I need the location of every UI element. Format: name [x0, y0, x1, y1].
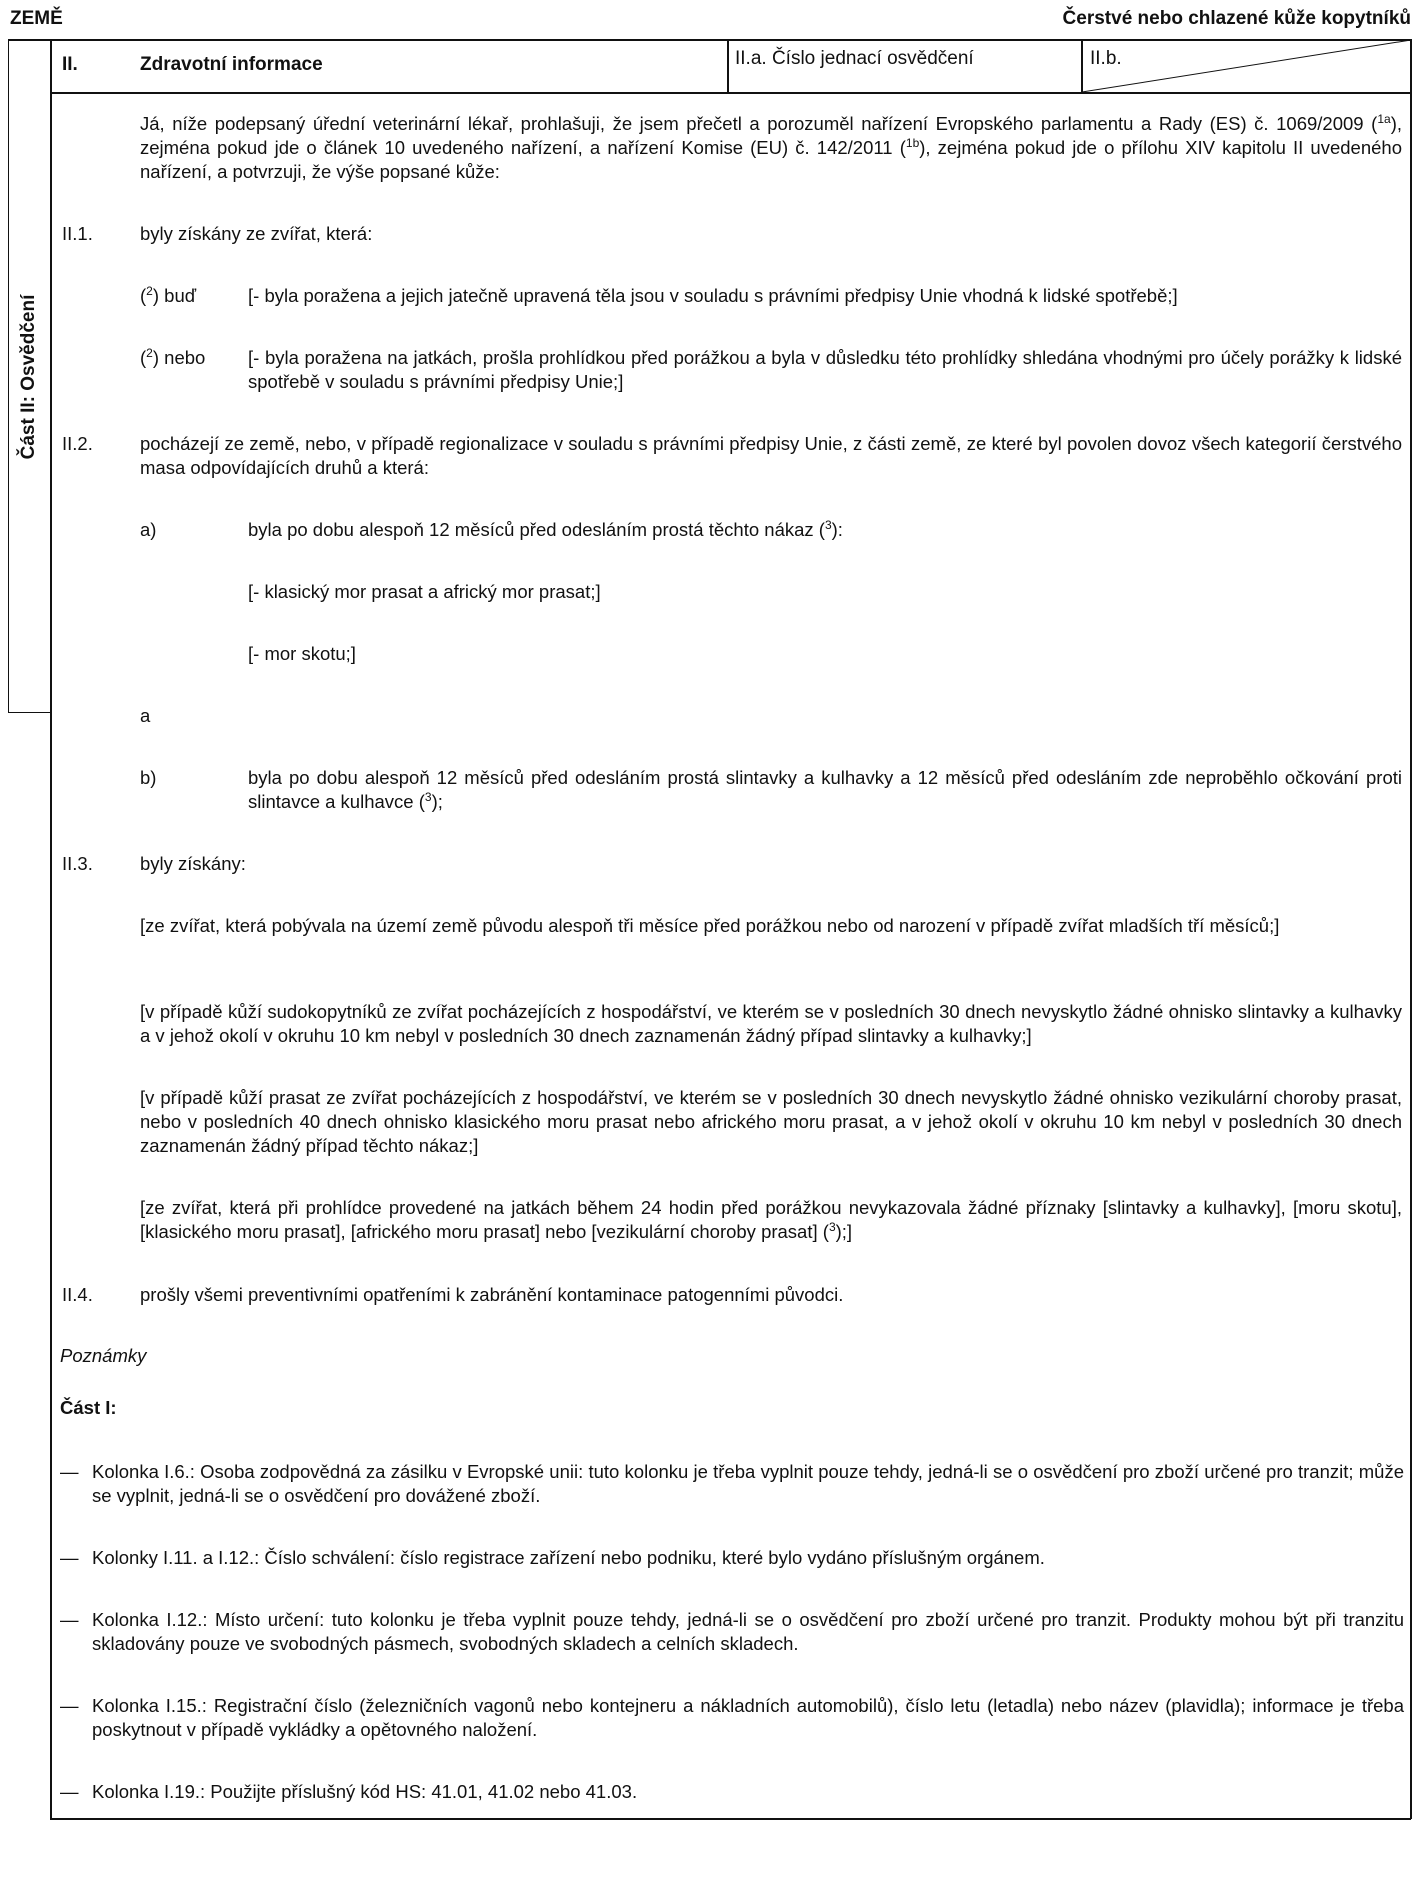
ii1-option1-label: ($^2$) buď [140, 283, 197, 306]
ii1-text: byly získány ze zvířat, která: [140, 223, 373, 244]
ii4-number: II.4. [62, 1284, 93, 1305]
section-title: Zdravotní informace [140, 54, 323, 75]
ii2-a-item2: [- mor skotu;] [248, 643, 356, 664]
notes-title: Poznámky [60, 1345, 147, 1366]
ii1-option2-label: ($^2$) nebo [140, 345, 206, 368]
ii4-text: prošly všemi preventivními opatřeními k zabránění kontaminace patogenními původci. [140, 1284, 844, 1305]
ii3-text: byly získány: [140, 853, 246, 874]
note-dash: — [60, 1609, 79, 1630]
country-label: ZEMĚ [10, 8, 63, 29]
intro-paragraph: Já, níže podepsaný úřední veterinární lékař, prohlašuji, že jsem přečetl a porozuměl nařízení Evropského parlamentu a Rady (ES) č. 1069/2009 ($^{1a}$), zejména pokud jde o článek 10 uvedeného nařízení, a nařízení Komise (EU) č. 142/2011 ($^{1b}$), zejména pokud jde o přílohu XIV kapitolu II uvedeného nařízení, a potvrzuji, že výše popsané kůže: [140, 111, 1402, 182]
ii3-para2: [v případě kůží sudokopytníků ze zvířat pocházejících z hospodářství, ve kterém se v posledních 30 dnech nevyskytlo žádné ohnisko slintavky a kulhavky a v jehož okolí v okruhu 10 km nebyl v posledních 30 dnech zaznamenán žádný případ slintavky a kulhavky;] [140, 1001, 1402, 1046]
note-item: — Kolonka I.12.: Místo určení: tuto kolonku je třeba vyplnit pouze tehdy, jedná-li se o osvědčení pro zboží určené pro tranzit. Produkty mohou být při tranzitu skladovány pouze ve svobodných pásmech, svobodných skladech a celních skladech. [60, 1609, 1404, 1654]
ii3-para4: [ze zvířat, která při prohlídce provedené na jatkách během 24 hodin před porážkou nevykazovala žádné příznaky [slintavky a kulhavky], [moru skotu], [klasického moru prasat], [afrického moru prasat] nebo [vezikulární choroby prasat] ($^3$);] [140, 1197, 1402, 1242]
ii2-a-text: byla po dobu alespoň 12 měsíců před odesláním prostá těchto nákaz ($^3$): [248, 517, 843, 540]
ii1-option1-text: [- byla poražena a jejich jatečně upravená těla jsou v souladu s právními předpisy Unie vhodná k lidské spotřebě;] [248, 285, 1178, 306]
ii2-a-label: a) [140, 519, 157, 540]
ii2-number: II.2. [62, 433, 93, 454]
note-item: — Kolonka I.15.: Registrační číslo (železničních vagonů nebo kontejneru a nákladních automobilů), číslo letu (letadla) nebo název (plavidla); informace je třeba poskytnout v případě vykládky a opětovného naložení. [60, 1695, 1404, 1740]
side-label: Část II: Osvědčení [18, 294, 39, 460]
ii3-number: II.3. [62, 853, 93, 874]
note-dash: — [60, 1547, 79, 1568]
note-item: — Kolonka I.6.: Osoba zodpovědná za zásilku v Evropské unii: tuto kolonku je třeba vyplnit pouze tehdy, jedná-li se o osvědčení pro zboží určené pro tranzit; může se vyplnit, jedná-li se o osvědčení pro dovážené zboží. [60, 1461, 1404, 1506]
ii2-b-label: b) [140, 767, 157, 788]
product-title: Čerstvé nebo chlazené kůže kopytníků [1062, 8, 1411, 29]
ii2-b-text: byla po dobu alespoň 12 měsíců před odesláním prostá slintavky a kulhavky a 12 měsíců před odesláním zde neproběhlo očkování proti slintavce a kulhavce ($^3$); [248, 767, 1402, 812]
note-dash: — [60, 1781, 79, 1802]
ref-a-label: II.a. Číslo jednací osvědčení [735, 48, 974, 69]
ii2-text: pocházejí ze země, nebo, v případě regionalizace v souladu s právními předpisy Unie, z části země, ze které byl povolen dovoz všech kategorií čerstvého masa odpovídajících druhů a která: [140, 433, 1402, 478]
note-dash: — [60, 1695, 79, 1716]
note-dash: — [60, 1461, 79, 1482]
ii3-para1: [ze zvířat, která pobývala na území země původu alespoň tři měsíce před porážkou nebo od narození v případě zvířat mladších tří měsíců;] [140, 915, 1280, 936]
note-item: — Kolonka I.19.: Použijte příslušný kód HS: 41.01, 41.02 nebo 41.03. [60, 1781, 638, 1802]
ii2-and: a [140, 705, 151, 726]
ii1-option2-text: [- byla poražena na jatkách, prošla prohlídkou před porážkou a byla v důsledku této prohlídky shledána vhodnými pro účely porážky k lidské spotřebě v souladu s právními předpisy Unie;] [248, 347, 1402, 392]
ref-b-label: II.b. [1090, 48, 1122, 69]
diagonal-line [1082, 40, 1411, 92]
notes-part: Část I: [60, 1397, 117, 1418]
note-item: — Kolonky I.11. a I.12.: Číslo schválení: číslo registrace zařízení nebo podniku, které bylo vydáno příslušným orgánem. [60, 1547, 1045, 1568]
section-code: II. [62, 54, 78, 75]
ii2-a-item1: [- klasický mor prasat a africký mor prasat;] [248, 581, 601, 602]
ii1-number: II.1. [62, 223, 93, 244]
ii3-para3: [v případě kůží prasat ze zvířat pocházejících z hospodářství, ve kterém se v posledních 30 dnech nevyskytlo žádné ohnisko vezikulární choroby prasat, nebo v posledních 40 dnech ohnisko klasického moru prasat nebo afrického moru prasat, a v jehož okolí v okruhu 10 km nebyl v posledních 30 dnech zaznamenán žádný případ těchto nákaz;] [140, 1087, 1402, 1156]
